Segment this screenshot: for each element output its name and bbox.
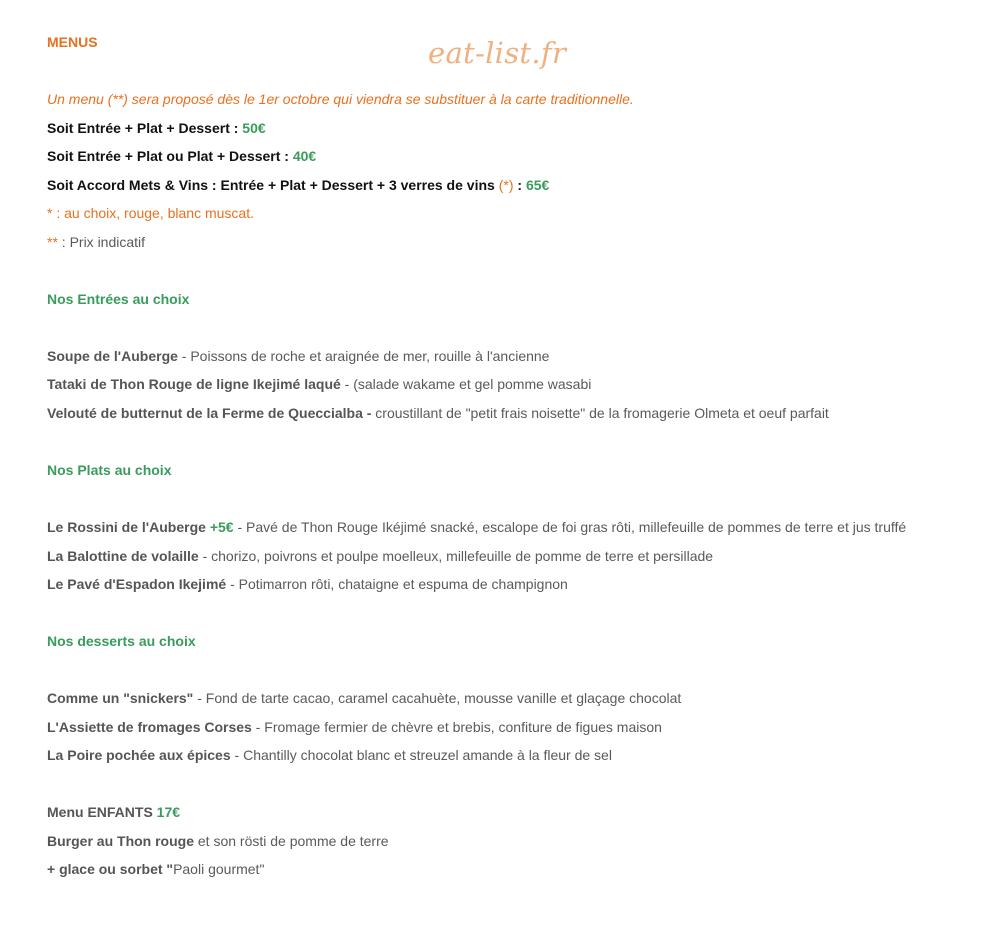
note-price xyxy=(47,233,145,251)
list-item xyxy=(47,575,568,593)
formula-3 xyxy=(47,176,549,194)
dish-name: Burger au Thon rouge xyxy=(47,833,194,849)
list-item xyxy=(47,404,829,422)
formula-label: Soit Accord Mets & Vins : Entrée + Plat + Dessert + 3 verres de vins xyxy=(47,177,499,193)
dish-name: Tataki de Thon Rouge de ligne Ikejimé laqué xyxy=(47,376,341,392)
kids-menu-item xyxy=(47,860,264,878)
entrees-title: Nos Entrées au choix xyxy=(47,291,190,307)
dish-name: + glace ou sorbet " xyxy=(47,861,174,877)
note-mark: ** xyxy=(47,234,58,250)
formula-2 xyxy=(47,147,316,165)
formula-label: Soit Entrée + Plat ou Plat + Dessert : xyxy=(47,148,293,164)
dish-name: Comme un "snickers" xyxy=(47,690,194,706)
formula-mark: (*) xyxy=(498,177,514,193)
list-item xyxy=(47,718,662,736)
formula-price: 40€ xyxy=(292,148,317,164)
dish-name: Le Pavé d'Espadon Ikejimé xyxy=(47,576,227,592)
kids-menu-label: Menu ENFANTS xyxy=(47,804,157,820)
dish-desc: - Chantilly chocolat blanc et streuzel amande à la fleur de sel xyxy=(230,747,612,763)
list-item xyxy=(47,518,906,536)
formula-price: 65€ xyxy=(525,177,550,193)
note-text: : Prix indicatif xyxy=(57,234,146,250)
dish-name: La Balottine de volaille xyxy=(47,548,199,564)
dish-desc: croustillant de "petit frais noisette" de la fromagerie Olmeta et oeuf parfait xyxy=(371,405,829,421)
kids-menu-price: 17€ xyxy=(156,804,181,820)
list-item xyxy=(47,375,591,393)
dish-desc: - Fromage fermier de chèvre et brebis, confiture de figues maison xyxy=(251,719,662,735)
kids-menu-title xyxy=(47,803,180,821)
dish-name: Soupe de l'Auberge xyxy=(47,348,178,364)
dish-desc: - chorizo, poivrons et poulpe moelleux, millefeuille de pomme de terre et persillade xyxy=(198,548,714,564)
desserts-title: Nos desserts au choix xyxy=(47,633,196,649)
dish-extra-price: +5€ xyxy=(209,519,234,535)
dish-desc: - (salade wakame et gel pomme wasabi xyxy=(340,376,592,392)
dish-desc: - Potimarron rôti, chataigne et espuma de champignon xyxy=(226,576,568,592)
menus-intro: Un menu (**) sera proposé dès le 1er octobre qui viendra se substituer à la carte traditionnelle. xyxy=(47,91,634,107)
watermark: eat-list.fr xyxy=(428,36,567,70)
formula-1 xyxy=(47,119,266,137)
list-item xyxy=(47,347,549,365)
formula-price: 50€ xyxy=(242,120,266,136)
kids-menu-item xyxy=(47,832,389,850)
list-item xyxy=(47,689,681,707)
dish-desc: - Fond de tarte cacao, caramel cacahuète, mousse vanille et glaçage chocolat xyxy=(193,690,682,706)
dish-desc: et son rösti de pomme de terre xyxy=(194,833,389,849)
dish-name: L'Assiette de fromages Corses xyxy=(47,719,252,735)
formula-sep: : xyxy=(513,177,526,193)
dish-desc: - Pavé de Thon Rouge Ikéjimé snacké, escalope de foi gras rôti, millefeuille de pommes de terre et jus truffé xyxy=(233,519,907,535)
formula-label: Soit Entrée + Plat + Dessert : xyxy=(47,120,243,136)
list-item xyxy=(47,746,612,764)
note-wine: * : au choix, rouge, blanc muscat. xyxy=(47,205,254,221)
dish-name: Le Rossini de l'Auberge xyxy=(47,519,210,535)
dish-desc: - Poissons de roche et araignée de mer, rouille à l'ancienne xyxy=(177,348,550,364)
menus-title: MENUS xyxy=(47,34,98,50)
plats-title: Nos Plats au choix xyxy=(47,462,172,478)
list-item xyxy=(47,547,713,565)
dish-name: La Poire pochée aux épices xyxy=(47,747,231,763)
dish-desc: Paoli gourmet" xyxy=(173,861,265,877)
dish-name: Velouté de butternut de la Ferme de Queccialba - xyxy=(47,405,372,421)
